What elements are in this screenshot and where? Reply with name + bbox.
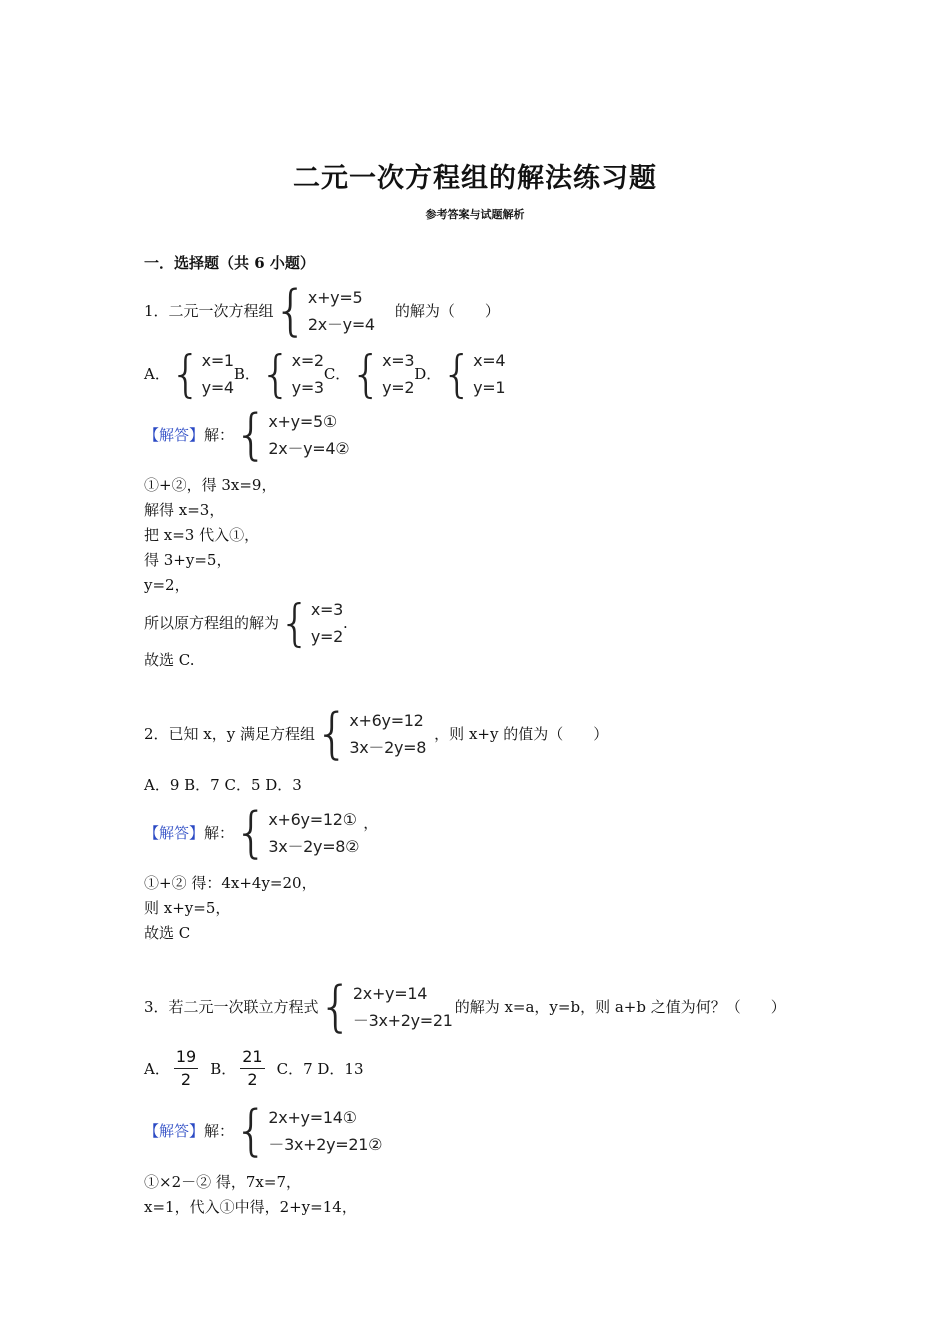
fraction-numerator: 19 xyxy=(174,1046,198,1069)
q3-solution xyxy=(144,1099,383,1162)
q1-step3: 把 x=3 代入①， xyxy=(144,526,260,544)
q1-step6-suffix: . xyxy=(342,614,348,632)
q3-option-a-label: A． xyxy=(144,1059,170,1078)
q1-option-a xyxy=(170,347,234,401)
q2-suffix: ，则 x+y 的值为（ ） xyxy=(434,725,609,743)
q2-system xyxy=(315,702,427,765)
q1-option-c-label: C． xyxy=(323,365,351,383)
q3-stem xyxy=(144,975,786,1038)
q2-eq1: x+6y=12 xyxy=(349,711,424,730)
q1-a1: x=1 xyxy=(201,351,234,370)
q1-step5: y=2， xyxy=(144,576,190,594)
page-title: 二元一次方程组的解法练习题 xyxy=(293,163,657,194)
q3-s2: －3x+2y=21② xyxy=(268,1135,383,1154)
q3-s1: 2x+y=14① xyxy=(268,1108,357,1127)
section-heading: 一．选择题（共 6 小题） xyxy=(144,254,315,272)
q1-r1: x=3 xyxy=(310,600,343,619)
fraction-denominator: 2 xyxy=(180,1070,192,1089)
q1-s1: x+y=5① xyxy=(268,412,337,431)
brace-icon: { xyxy=(318,975,353,1038)
q1-eq2: 2x－y=4 xyxy=(307,315,375,334)
q1-option-b xyxy=(260,347,324,401)
q1-solution xyxy=(144,403,350,466)
q1-r2: y=2 xyxy=(310,627,343,646)
q1-prefix: 1．二元一次方程组 xyxy=(144,302,274,320)
q1-c2: y=2 xyxy=(382,378,415,397)
q1-b1: x=2 xyxy=(291,351,324,370)
q3-sol-system xyxy=(234,1099,383,1162)
q1-step4: 得 3+y=5， xyxy=(144,551,232,569)
q2-step2: 则 x+y=5， xyxy=(144,899,231,917)
q3-options-rest: C．7 D．13 xyxy=(276,1059,364,1078)
q3-system xyxy=(318,975,453,1038)
brace-icon: { xyxy=(234,1099,269,1162)
q1-step2: 解得 x=3， xyxy=(144,501,225,519)
q1-result xyxy=(144,596,348,650)
q1-option-a-label: A． xyxy=(144,365,170,383)
q2-solution xyxy=(144,801,379,864)
q3-prefix: 3．若二元一次联立方程式 xyxy=(144,998,319,1016)
q2-answer: 故选 C xyxy=(144,924,191,942)
q2-sol-prefix: 解： xyxy=(204,824,235,842)
q2-sol-system xyxy=(234,801,360,864)
q1-step6-prefix: 所以原方程组的解为 xyxy=(144,614,280,632)
q2-step1: ①+② 得：4x+4y=20， xyxy=(144,874,317,892)
brace-icon: { xyxy=(350,345,383,403)
fraction-numerator: 21 xyxy=(240,1046,264,1069)
q1-suffix: 的解为（ ） xyxy=(394,302,500,320)
q1-c1: x=3 xyxy=(382,351,415,370)
q3-option-b-label: B． xyxy=(210,1059,237,1078)
q1-a2: y=4 xyxy=(201,378,234,397)
q1-sol-prefix: 解： xyxy=(204,426,235,444)
q1-result-system xyxy=(279,596,343,650)
brace-icon: { xyxy=(279,594,311,652)
q1-b2: y=3 xyxy=(291,378,324,397)
brace-icon: { xyxy=(273,279,308,342)
q1-s2: 2x－y=4② xyxy=(268,439,350,458)
q1-d2: y=1 xyxy=(473,378,506,397)
q1-d1: x=4 xyxy=(473,351,506,370)
brace-icon: { xyxy=(169,345,202,403)
q3-eq2: －3x+2y=21 xyxy=(352,1011,453,1030)
solution-label: 【解答】 xyxy=(144,1122,205,1140)
brace-icon: { xyxy=(234,801,269,864)
solution-label: 【解答】 xyxy=(144,824,205,842)
q1-sol-system xyxy=(234,403,350,466)
q1-system xyxy=(273,279,375,342)
q1-equations xyxy=(308,284,375,338)
q1-option-c xyxy=(350,347,414,401)
q3-step2: x=1，代入①中得，2+y=14， xyxy=(144,1198,357,1216)
q1-answer: 故选 C. xyxy=(144,651,195,669)
fraction-denominator: 2 xyxy=(247,1070,258,1089)
brace-icon: { xyxy=(441,345,474,403)
q3-suffix: 的解为 x=a，y=b，则 a+b 之值为何？（ ） xyxy=(454,998,786,1016)
solution-label: 【解答】 xyxy=(144,426,205,444)
q3-step1: ①×2－② 得，7x=7， xyxy=(144,1173,301,1191)
q2-sol-suffix: ， xyxy=(363,814,379,832)
q3-option-b-fraction xyxy=(240,1046,264,1091)
q1-option-d-label: D． xyxy=(414,365,442,383)
q1-options xyxy=(144,347,505,401)
q3-eq1: 2x+y=14 xyxy=(352,984,428,1003)
brace-icon: { xyxy=(259,345,292,403)
q2-options: A．9 B．7 C．5 D．3 xyxy=(144,776,302,794)
brace-icon: { xyxy=(315,702,350,765)
q3-options xyxy=(144,1046,364,1091)
q2-prefix: 2．已知 x，y 满足方程组 xyxy=(144,725,316,743)
q2-s2: 3x－2y=8② xyxy=(268,837,360,856)
q3-sol-prefix: 解： xyxy=(204,1122,235,1140)
q1-stem xyxy=(144,279,500,342)
q3-option-a-fraction xyxy=(174,1046,198,1091)
q2-stem xyxy=(144,702,609,765)
brace-icon: { xyxy=(234,403,269,466)
page-subtitle: 参考答案与试题解析 xyxy=(425,208,525,221)
q2-s1: x+6y=12① xyxy=(268,810,357,829)
q1-step1: ①+②，得 3x=9， xyxy=(144,476,277,494)
q1-option-b-label: B． xyxy=(233,365,260,383)
q2-eq2: 3x－2y=8 xyxy=(349,738,427,757)
q1-option-d xyxy=(441,347,505,401)
q1-eq1: x+y=5 xyxy=(307,288,363,307)
